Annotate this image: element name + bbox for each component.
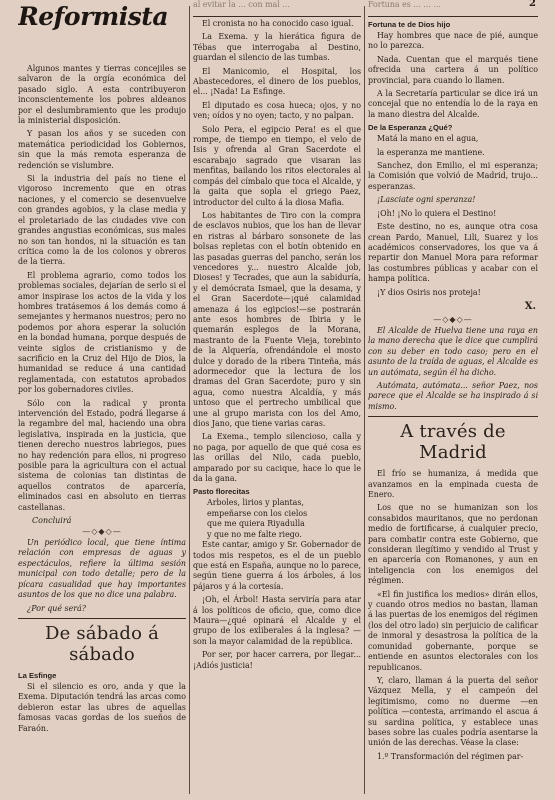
article-paragraph: Y, claro, llaman á la puerta del señor Vázquez Mella, y el campeón del legitimismo, como no duerme —en política —contesta, arrimando el ascua á su sardina política, y establece unas bases sobre las cuales podría asentarse la unión de las derechas. Véase la clase: (368, 675, 538, 748)
article-paragraph: 1.º Transformación del régimen par- (377, 751, 524, 761)
section-rule (18, 618, 186, 619)
article-paragraph: Hay hombres que nace de pié, aunque no lo parezca. (368, 31, 538, 51)
section-title: De sábado á sábado (44, 622, 160, 665)
column-rule (189, 6, 190, 794)
article-signature: X. (524, 300, 536, 312)
header-strip (368, 0, 538, 17)
article-paragraph: El problema agrario, como todos los problemas sociales, dejarían de serlo si el amor inspirase los actos de la vida y los hombres tratásemos á los demás como á semejantes y hermanos nuestros; pero no podemos por ahora esperar la solución en la bondad humana, porque después de veinte siglos de cristianismo y de sacrificio en la Cruz del Hijo de Dios, la humanidad se reduce á una cantidad reglamentada, con estatutos aprobados por los gobernadores civiles. (18, 270, 186, 395)
article-paragraph: El frío se humaniza, á medida que avanzamos en la empinada cuesta de Enero. (368, 469, 538, 499)
article-paragraph: La Exema., templo silencioso, calla y no paga, por aquello de que qué cosa es las orillas del Nilo, cada pueblo, amparado por su cacique, hace lo que le da la gana. (193, 432, 361, 484)
article-paragraph: Si el silencio es oro, anda y que la Exema. Diputación tendrá las arcas como debieron estar las ubres de aquellas famosas vacas gordas de los sueños de Faraón. (18, 681, 186, 733)
subheading: Pasto florecitas (193, 487, 250, 497)
article-paragraph: Matá la mano en el agua, (377, 134, 479, 144)
faded-header-text: Fortuna es ... ... ... (368, 0, 441, 9)
article-paragraph: ¡Lasciate ogni speranza! (377, 195, 476, 205)
masthead (18, 0, 186, 64)
article-paragraph: Los habitantes de Tiro con la compra de esclavos nubios, que los han de llevar en ristras al bárbaro sonsonete de las bolsas repletas con el botín obtenido en las pasadas guerras del pancho, serán los vencedores y... nuestro Alcalde job, Dioses! y Tecrades, que aun la sabiduría, y el demócrata Ismael, que la desama, y el Gran Sacerdote—¡qué calamidad amenaza á los egipcios!—se postrarán ante esos hombres de Ibiria y le quemarán esplegos de la Morana, mastranto de la Fuente Vieja, torebinto de la Alquería, ofrendándole el mosto dulce y dorado de la ribera Tinteña, más adormecedor que la lectura de los dramas del Gran Sacerdote; puro y sin agua, como nuestra Alcaldía, y más untoso que el pertrecho umbilical que une al grupo marista con los del Amo, dios Jano, que tiene varias caras. (193, 210, 361, 429)
article-paragraph: Por ser, por hacer carrera, por llegar... ¡Adiós justicia! (193, 650, 361, 670)
article-paragraph: Sanchez, don Emilio, el mi esperanza; la Comisión que volvió de Madrid, trujo... esperanzas. (368, 161, 538, 191)
subheading: De la Esperanza ¿Qué? (368, 123, 453, 133)
article-paragraph: A la Secretaría particular se dice irá un concejal que no entendía lo de la raya en la mano diestra del Alcalde. (368, 89, 538, 119)
italic-note: Autómata, autómata... señor Paez, nos parece que el Alcalde se ha inspirado á sí mismo. (368, 380, 538, 411)
subheading: La Esfinge (18, 670, 57, 680)
article-paragraph: ¡Oh! ¡No lo quiera el Destino! (377, 208, 497, 218)
article-paragraph: Este destino, no es, aunque otra cosa crean Pardo, Manuel, Lili, Suarez y los académicos conservadores, los que va á repartir don Manuel Mora para reformar las costumbres públicas y acabar con el hampa política. (368, 222, 538, 284)
subheading: Fortuna te de Dios hijo (368, 20, 451, 29)
article-paragraph: «El fin justifica los medios» dirán ellos, y cuando otros medios no bastan, llaman á las puertas de los enemigos del régimen (los del otro lado) sin perjuicio de calificar de inmoral y desastrosa la política de la comunidad gobernante, porque se entiende en asuntos electorales con los republicanos. (368, 589, 538, 672)
masthead-title: Reformista (18, 2, 169, 31)
article-paragraph: El cronista no ha conocido caso igual. (202, 19, 354, 28)
column-rule (364, 6, 365, 794)
article-paragraph: Este cantar, amigo y Sr. Gobernador de todos mis respetos, es el de un pueblo que está en España, aunque no lo parece, según tiene guerra á los árboles, á los pájaros y á la cortesía. (193, 540, 361, 591)
section-rule (368, 416, 538, 417)
header-strip (193, 0, 361, 17)
verse-line: Arboles, lirios y plantas, (207, 498, 304, 508)
verse-block (193, 498, 361, 540)
italic-question: ¿Por qué será? (27, 603, 86, 613)
article-paragraph: Si la industria del país no tiene el vigoroso incremento que en otras naciones, y el comercio se desenvuelve con grandes agobios, y la clase media y el proletariado de las ciudades vive con grandes angustias económicas, sus males no son tan hondos, ni la situación es tan crítica como la de los colonos y obreros de la tierra. (18, 174, 186, 267)
article-paragraph: Nada. Cuentan que el marqués tiene ofrecida una cartera á un político provincial, para cuando lo llamen. (368, 54, 538, 85)
verse-line: empeñarse con los cielos (207, 508, 308, 518)
column-3 (368, 0, 538, 800)
page-number: 2 (529, 0, 536, 9)
article-paragraph: Sólo con la radical y pronta intervención del Estado, podrá llegarse á la regambre del mal, haciendo una obra legislativa, inspirada en la justicia, que tienen derecho nuestros labriegos, pues no hay redención para ellos, ni progreso posible para la agricultura con el actual sistema de colonias tan distintas de aquellos contratos de aparcería, eliminados casi en absoluto en tierras castellanas. (18, 398, 186, 512)
article-paragraph: El diputado es cosa hueca; ojos, y no ven; oídos y no oyen; tacto, y no palpan. (193, 100, 361, 121)
article-paragraph: ¡Y dios Osiris nos proteja! (377, 287, 481, 297)
article-paragraph: El Manicomio, el Hospital, los Abastecedores, el dinero de los pueblos, el... ¡Nada! La Esfinge. (193, 66, 361, 97)
ornament-divider: —◇◆◇— (82, 527, 122, 537)
article-paragraph: Y pasan los años y se suceden con matemática periodicidad los Gobiernos, sin que la más remota esperanza de redención se vislumbre. (18, 129, 186, 170)
verse-line: que me quiera Riyadulla (207, 519, 305, 529)
italic-note: El Alcalde de Huelva tiene una raya en la mano derecha que le dice que cumplirá con su deber en todo caso; pero en el asunto de la traída de aguas, el Alcalde es un autómata, según él ha dicho. (368, 325, 538, 377)
article-paragraph: La Exema. y la hierática figura de Tébas que interrogaba al Destino, guardan el silencio de las tumbas. (193, 32, 361, 63)
article-paragraph: Algunos mantes y tierras concejiles se salvaron de la orgía económica del pasado siglo. A esta contribuyeron inconscientemente los pobres aldeanos por el deslumbramiento que les produjo la ministerial disposición. (18, 64, 186, 126)
faded-header-text: al evitar la ... con mal ... (193, 0, 290, 9)
article-paragraph: Solo Pera, el egipcio Pera! es el que rompe, de tiempo en tiempo, el velo de Isis y ofrenda al Gran Sacerdote el escarabajo sagrado que visaran las menfitas, bailando los ritos electorales al compás del címbalo que toca el Alcalde, y la gaita que sopla el griego Paez, introductor del culto á la diosa Mafia. (193, 124, 361, 207)
article-paragraph: Los que no se humanizan son los consabidos mauritanos, que no perdonan medio de fortificarse, á cualquier precio, para combatir contra este Gobierno, que consideran ilegítimo y vendido al Trust y en aparcería con Romanones, y aun en inteligencia con los enemigos del régimen. (368, 503, 538, 586)
article-paragraph: ¡Oh, el Árbol! Hasta serviría para atar á los políticos de oficio, que, como dice Maura—¿qué opinará el Alcalde y el grupo de los exliberales á la inglesa? —son la mayor calamidad de la república. (193, 595, 361, 646)
verse-line: y que no me falte riego. (207, 529, 302, 539)
section-title: A través de Madrid (400, 421, 506, 464)
column-1 (18, 0, 186, 800)
column-2 (193, 0, 361, 800)
article-paragraph: la esperanza me mantiene. (377, 147, 485, 157)
article-signature: Concluirá (32, 516, 72, 526)
ornament-divider: —◇◆◇— (433, 314, 473, 324)
italic-note: Un periódico local, que tiene íntima relación con empresas de aguas y espectáculos, refiere la última sesión municipal con todo detalle; pero de la pícara casualidad que hay importantes asuntos de los que no dice una palabra. (18, 538, 186, 600)
